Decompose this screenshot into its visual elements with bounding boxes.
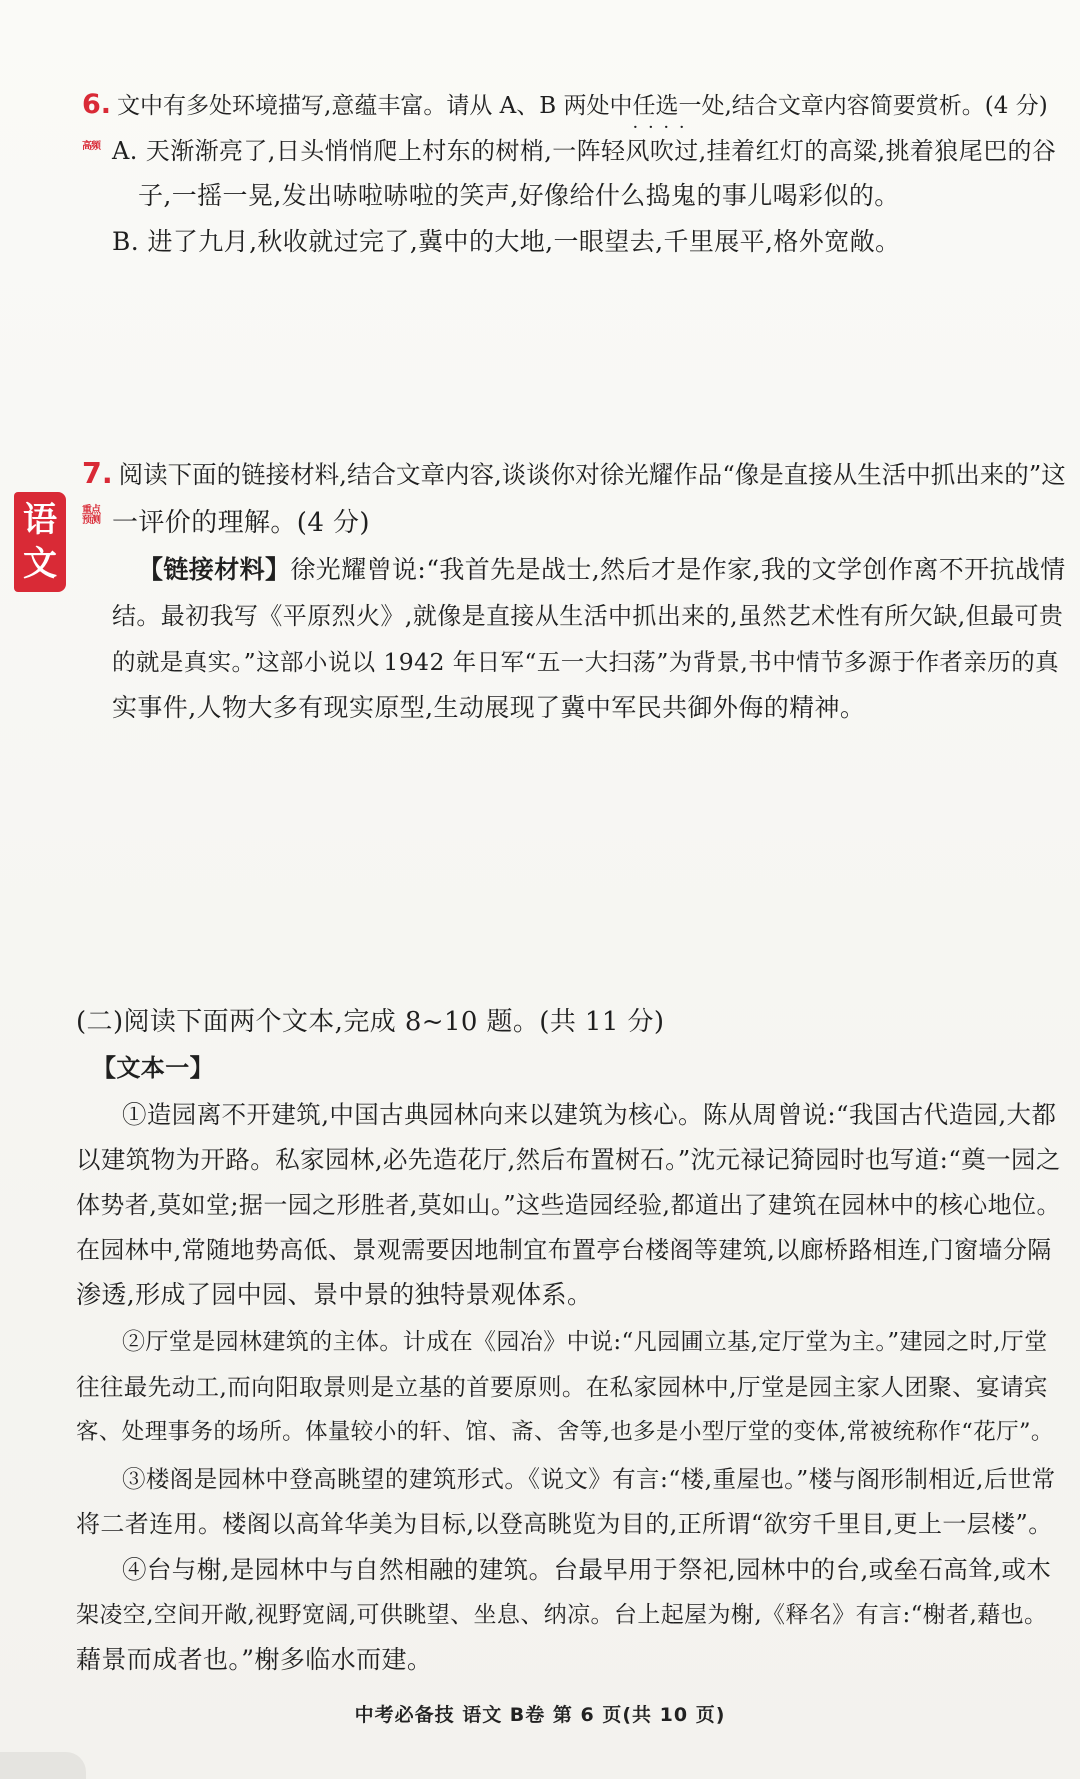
key-prediction-tag-bottom: 预测 xyxy=(82,515,100,526)
question-7-material-line2: 结。最初我写《平原烈火》,就像是直接从生活中抓出来的,虽然艺术性有所欠缺,但最可贵 xyxy=(112,602,1064,630)
question-7-number: 7. xyxy=(82,457,113,490)
question-6-number: 6. xyxy=(82,89,112,120)
page-footer: 中考必备技 语文 B卷 第 6 页(共 10 页) xyxy=(354,1704,726,1726)
text-one-line: ③楼阁是园林中登高眺望的建筑形式。《说文》有言:“楼,重屋也。”楼与阁形制相近,后世常 xyxy=(122,1465,1056,1493)
question-6-option-b: B. 进了九月,秋收就过完了,冀中的大地,一眼望去,千里展平,格外宽敞。 xyxy=(112,227,901,256)
question-7-material-line4: 实事件,人物大多有现实原型,生动展现了冀中军民共御外侮的精神。 xyxy=(112,693,866,722)
text-one-line: ④台与榭,是园林中与自然相融的建筑。台最早用于祭祀,园林中的台,或垒石高耸,或木 xyxy=(122,1555,1052,1584)
text-one-line: ①造园离不开建筑,中国古典园林向来以建筑为核心。陈从周曾说:“我国古代造园,大都 xyxy=(122,1100,1057,1129)
key-prediction-tag-top: 重点 xyxy=(82,505,100,516)
text-one-line: 客、处理事务的场所。体量较小的轩、馆、斋、舍等,也多是小型厅堂的变体,常被统称作“花厅”。 xyxy=(76,1419,1054,1445)
subject-side-tab xyxy=(14,492,66,592)
question-6-prompt-end: ,结合文章内容简要赏析。(4 分) xyxy=(724,93,1048,119)
question-7-material-line1 xyxy=(138,552,1066,588)
text-one-line: 体势者,莫如堂;据一园之形胜者,莫如山。”这些造园经验,都道出了建筑在园林中的核心地位。 xyxy=(76,1191,1061,1219)
side-tab-char-1: 语 xyxy=(23,500,57,540)
material-text-1: 徐光耀曾说:“我首先是战士,然后才是作家,我的文学创作离不开抗战情 xyxy=(290,555,1066,584)
text-one-label: 【文本一】 xyxy=(92,1054,214,1082)
text-one-line: 藉景而成者也。”榭多临水而建。 xyxy=(76,1645,433,1674)
section-2-heading: (二)阅读下面两个文本,完成 8~10 题。(共 11 分) xyxy=(76,1007,665,1037)
text-one-line: 渗透,形成了园中园、景中景的独特景观体系。 xyxy=(76,1280,593,1309)
page-corner-shadow xyxy=(0,1752,86,1779)
text-one-line: 往往最先动工,而向阳取景则是立基的首要原则。在私家园林中,厅堂是园主家人团聚、宴请宾 xyxy=(76,1373,1048,1401)
question-7-prompt-line1: 阅读下面的链接材料,结合文章内容,谈谈你对徐光耀作品“像是直接从生活中抓出来的”这 xyxy=(118,460,1066,489)
text-one-line: 将二者连用。楼阁以高耸华美为目标,以登高眺览为目的,正所谓“欲穷千里目,更上一层楼”。 xyxy=(76,1510,1053,1538)
material-label: 【链接材料】 xyxy=(138,555,291,584)
frequency-tag: 高频 xyxy=(82,141,100,152)
question-7-prompt-line2: 一评价的理解。(4 分) xyxy=(112,508,370,538)
question-6-heading xyxy=(82,86,1048,125)
text-one-line: 在园林中,常随地势高低、景观需要因地制宜布置亭台楼阁等建筑,以廊桥路相连,门窗墙分隔 xyxy=(76,1236,1052,1264)
key-prediction-tag xyxy=(78,506,104,526)
side-tab-char-2: 文 xyxy=(23,544,57,584)
question-6-prompt-emphasis: 任选一处 · · · · xyxy=(633,87,725,125)
text-one-line: ②厅堂是园林建筑的主体。计成在《园冶》中说:“凡园圃立基,定厅堂为主。”建园之时,厅堂 xyxy=(122,1329,1048,1355)
text-one-line: 以建筑物为开路。私家园林,必先造花厅,然后布置树石。”沈元禄记猗园时也写道:“奠一园之 xyxy=(76,1145,1061,1174)
question-6-option-a-line2: 子,一摇一晃,发出哧啦哧啦的笑声,好像给什么捣鬼的事儿喝彩似的。 xyxy=(138,181,900,210)
question-7-material-line3: 的就是真实。”这部小说以 1942 年日军“五一大扫荡”为背景,书中情节多源于作者亲历的真 xyxy=(112,648,1060,676)
question-6-prompt-start: 文中有多处环境描写,意蕴丰富。请从 A、B 两处中 xyxy=(117,93,633,119)
question-6-option-a-line1: A. 天渐渐亮了,日头悄悄爬上村东的树梢,一阵轻风吹过,挂着红灯的高粱,挑着狼尾巴的谷 xyxy=(112,137,1057,165)
question-7-heading xyxy=(82,455,1066,494)
text-one-line: 架凌空,空间开敞,视野宽阔,可供眺望、坐息、纳凉。台上起屋为榭,《释名》有言:“榭者,藉也。 xyxy=(76,1602,1048,1628)
